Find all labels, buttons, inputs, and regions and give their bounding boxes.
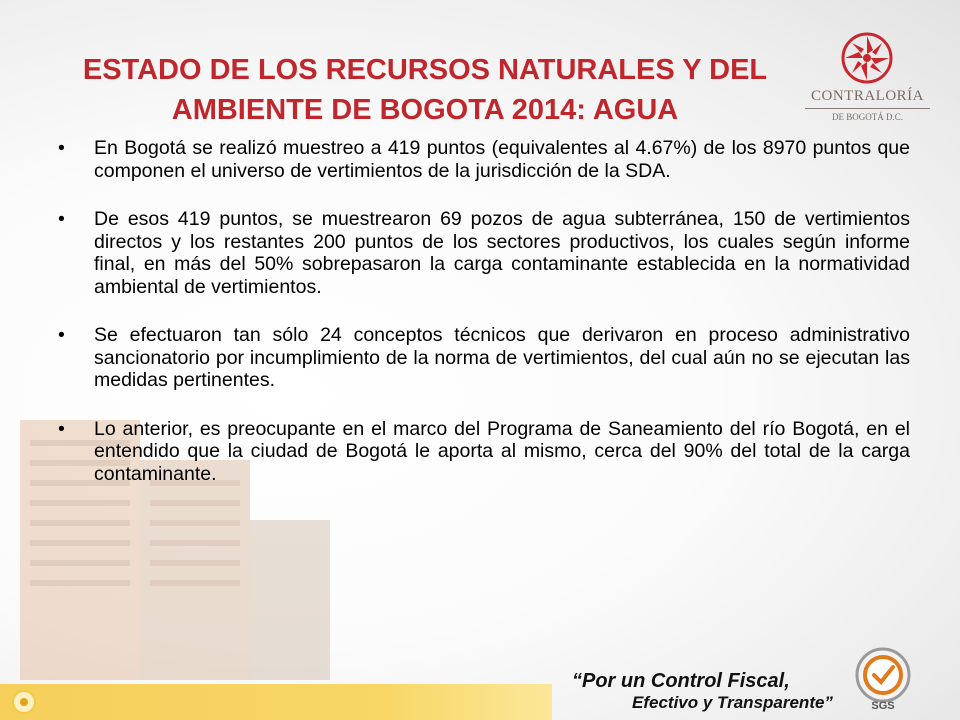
bullet-marker: • [58, 137, 65, 159]
list-item [58, 137, 910, 182]
sgs-label: SGS [871, 700, 895, 712]
bullet-marker: • [58, 208, 65, 230]
bullet-text: Lo anterior, es preocupante en el marco del Programa de Saneamiento del río Bogotá, en el entendido que la ciudad de Bogotá le aporta al mismo, cerca del 90% del total de la carga contaminante. [94, 417, 910, 485]
bullet-marker: • [58, 324, 65, 346]
footer-slogan [572, 670, 852, 714]
slide-title [40, 50, 810, 130]
footer-circle-icon [12, 690, 36, 714]
slogan-line-2: Efectivo y Transparente” [632, 693, 833, 712]
logo-name: CONTRALORÍA [811, 88, 924, 104]
footer-bar [0, 684, 552, 720]
logo-subtitle: DE BOGOTÁ D.C. [832, 112, 903, 122]
title-line-1: ESTADO DE LOS RECURSOS NATURALES Y DEL [82, 54, 768, 86]
list-item [58, 208, 910, 298]
bullet-text: Se efectuaron tan sólo 24 conceptos técnicos que derivaron en proceso administrativo sancionatorio por incumplimiento de la norma de vertimientos, del cual aún no se ejecutan las medidas pertinentes. [94, 324, 910, 391]
slogan-line-1: “Por un Control Fiscal, [572, 670, 790, 692]
bullet-list [58, 137, 910, 511]
bullet-marker: • [58, 417, 65, 440]
title-line-2: AMBIENTE DE BOGOTA 2014: AGUA [171, 94, 679, 126]
contraloria-logo [805, 28, 930, 128]
contraloria-emblem-icon [805, 28, 930, 88]
logo-divider [805, 108, 930, 109]
bullet-text: En Bogotá se realizó muestreo a 419 puntos (equivalentes al 4.67%) de los 8970 puntos que componen el universo de vertimientos de la jurisdicción de la SDA. [94, 137, 910, 182]
list-item [58, 324, 910, 392]
bullet-text: De esos 419 puntos, se muestrearon 69 pozos de agua subterránea, 150 de vertimientos directos y los restantes 200 puntos de los sectores productivos, los cuales según informe final, en más del 50% sobrepasaron la carga contaminante establecida en la normatividad ambiental de vertimientos. [94, 208, 910, 298]
list-item [58, 418, 910, 486]
